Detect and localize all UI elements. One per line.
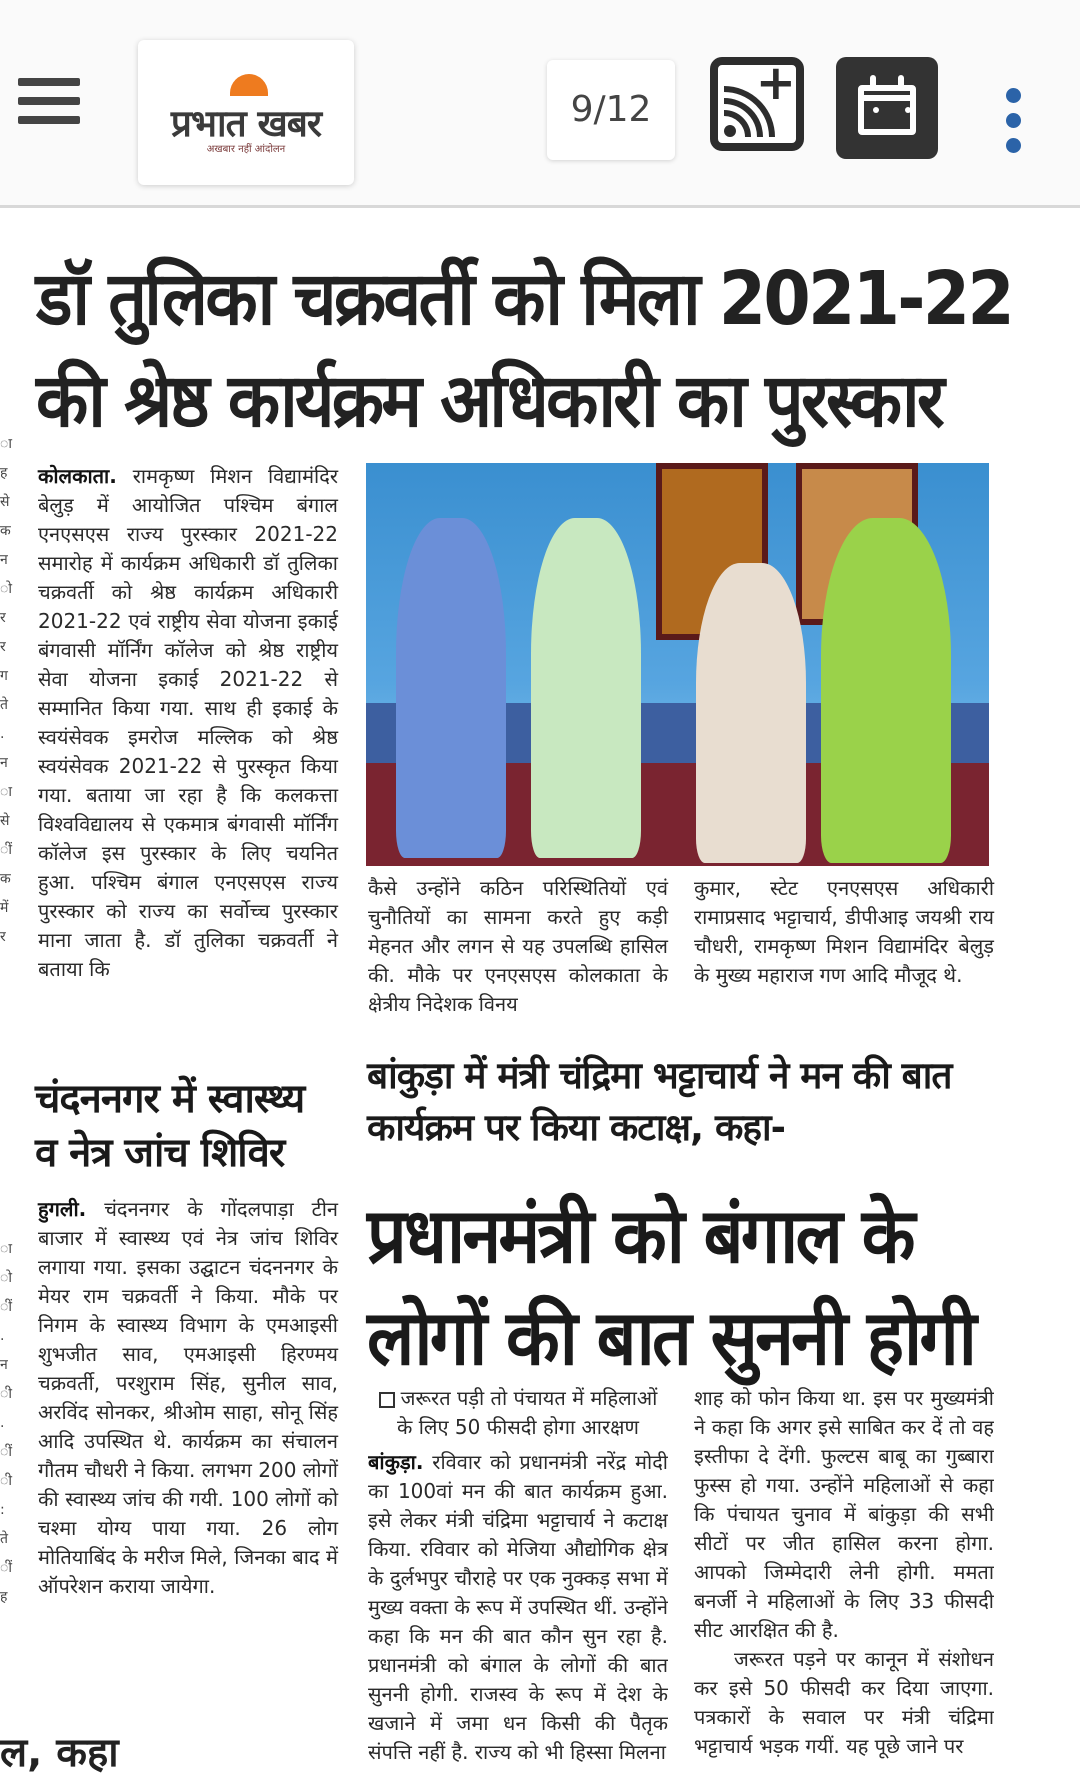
menu-icon[interactable]	[18, 78, 80, 130]
article1-column3: कुमार, स्टेट एनएसएस अधिकारी रामाप्रसाद भट्टाचार्य, डीपीआइ जयश्री राय चौधरी, रामकृष्ण मिशन विद्यामंदिर बेलुड़ के मुख्य महाराज गण आदि मौजूद थे.	[694, 876, 994, 987]
article3-column2	[694, 1384, 994, 1777]
rss-add-icon[interactable]: +	[710, 57, 804, 151]
article2-body-text: चंदननगर के गोंदलपाड़ा टीन बाजार में स्वास्थ्य एवं नेत्र जांच शिविर लगाया गया. इसका उद्घाटन चंदननगर के मेयर राम चक्रवर्ती ने किया. मौके पर निगम के स्वास्थ्य विभाग के एमआइसी शुभजीत साव, एमआइसी हिरण्मय चक्रवर्ती, परशुराम सिंह, सुनील साव, अरविंद सोनकर, श्रीओम साहा, सोनू सिंह आदि उपस्थित थे. कार्यक्रम का संचालन गौतम चौधरी ने किया. लगभग 200 लोगों की स्वास्थ्य जांच की गयी. 100 लोगों को चश्मा योग्य पाया गया. 26 लोग मोतियाबिंद के मरीज मिले, जिनका बाद में ऑपरेशन कराया जायेगा.	[38, 1197, 338, 1598]
more-vertical-icon[interactable]	[1003, 88, 1025, 168]
cropped-headline-fragment: ल, कहा	[0, 1730, 119, 1776]
article1-headline-line2: की श्रेष्ठ कार्यक्रम अधिकारी का पुरस्कार	[36, 358, 942, 444]
logo-tagline: अखबार नहीं आंदोलन	[206, 144, 286, 155]
article2-headline-line1: चंदननगर में स्वास्थ्य	[35, 1076, 305, 1122]
article3-headline-line1: प्रधानमंत्री को बंगाल के	[367, 1191, 913, 1280]
article3-col2-text: शाह को फोन किया था. इस पर मुख्यमंत्री ने कहा कि अगर इसे साबित कर दें तो वह इस्तीफा दे देंगी. फुल्टस बाबू का गुब्बारा फुस्स हो गया. उन्होंने महिलाओं से कहा कि पंचायत चुनाव में बांकुड़ा की सभी सीटों पर जीत हासिल करना होगा. आपको जिम्मेदारी लेनी होगी. ममता बनर्जी ने महिलाओं के लिए 33 फीसदी सीट आरक्षित की है.	[694, 1386, 994, 1642]
article2-headline	[35, 1072, 304, 1180]
person-1	[396, 518, 506, 858]
article2-dateline: हुगली.	[38, 1197, 87, 1221]
article3-col2b-text: जरूरत पड़ने पर कानून में संशोधन कर इसे 50 फीसदी कर दिया जाएगा. पत्रकारों के सवाल पर मंत्री चंद्रिमा भट्टाचार्य भड़क गयीं. यह पूछे जाने पर	[694, 1647, 994, 1758]
newspaper-logo[interactable]	[138, 40, 354, 185]
article3-headline-line2: लोगों की बात सुननी होगी	[367, 1293, 975, 1382]
article3-kicker-line1: बांकुड़ा में मंत्री चंद्रिमा भट्टाचार्य ने मन की बात	[367, 1054, 952, 1097]
article3-bullet-text: जरूरत पड़ी तो पंचायत में महिलाओं के लिए 50 फीसदी होगा आरक्षण	[397, 1386, 658, 1439]
logo-text: प्रभात खबर	[170, 102, 322, 145]
cropped-column-edge-2: ा ो ीं . न ी . ीं ी : ते ीं ह	[0, 1241, 12, 1605]
article3-dateline: बांकुड़ा.	[368, 1450, 424, 1474]
page-indicator[interactable]: 9/12	[547, 60, 675, 160]
app-toolbar	[0, 0, 1080, 208]
article3-bullet	[368, 1384, 668, 1442]
article1-dateline: कोलकाता.	[38, 464, 117, 488]
person-3	[696, 563, 806, 863]
cropped-column-edge: ा ह से क न ो र र ग ते . न ा से ीं क में र	[0, 436, 12, 945]
article2-headline-line2: व नेत्र जांच शिविर	[35, 1130, 285, 1176]
bullet-square-icon	[379, 1392, 395, 1408]
article3-kicker	[367, 1050, 1007, 1154]
article1-column2: कैसे उन्होंने कठिन परिस्थितियों एवं चुनौतियों का सामना करते हुए कड़ी मेहनत और लगन से यह उपलब्धि हासिल की. मौके पर एनएसएस कोलकाता के क्षेत्रीय निदेशक विनय	[368, 876, 668, 1016]
award-ceremony-photo	[366, 463, 989, 866]
article2-body	[38, 1195, 338, 1601]
logo-sun-icon	[230, 74, 268, 96]
person-4	[821, 518, 951, 863]
article3-kicker-line2: कार्यक्रम पर किया कटाक्ष, कहा-	[367, 1106, 785, 1149]
article1-column1	[38, 462, 338, 984]
article1-headline	[36, 248, 1012, 452]
article3-column1	[368, 1384, 668, 1777]
person-2	[531, 518, 641, 858]
article1-col1-text: रामकृष्ण मिशन विद्यामंदिर बेलुड़ में आयोजित पश्चिम बंगाल एनएसएस राज्य पुरस्कार 2021-22 समारोह में कार्यक्रम अधिकारी डॉ तुलिका चक्रवर्ती को श्रेष्ठ कार्यक्रम अधिकारी 2021-22 एवं राष्ट्रीय सेवा योजना इकाई बंगवासी मॉर्निंग कॉलेज को श्रेष्ठ राष्ट्रीय सेवा योजना इकाई 2021-22 से सम्मानित किया गया. साथ ही इकाई के स्वयंसेवक इमरोज मल्लिक को श्रेष्ठ स्वयंसेवक 2021-22 से पुरस्कृत किया गया. बताया जा रहा है कि कलकत्ता विश्वविद्यालय से एकमात्र बंगवासी मॉर्निंग कॉलेज इस पुरस्कार के लिए चयनित हुआ. पश्चिम बंगाल एनएसएस राज्य पुरस्कार को राज्य का सर्वोच्च पुरस्कार माना जाता है. डॉ तुलिका चक्रवर्ती ने बताया कि	[38, 464, 339, 981]
calendar-icon[interactable]	[836, 57, 938, 159]
article1-headline-line1: डॉ तुलिका चक्रवर्ती को मिला 2021-22	[36, 256, 1012, 342]
article3-headline	[367, 1185, 1011, 1389]
article3-col1-text: रविवार को प्रधानमंत्री नरेंद्र मोदी का 100वां मन की बात कार्यक्रम हुआ. इसे लेकर मंत्री चंद्रिमा भट्टाचार्य ने कटाक्ष किया. रविवार को मेजिया औद्योगिक क्षेत्र के दुर्लभपुर चौराहे पर एक नुक्कड़ सभा में मुख्य वक्ता के रूप में उपस्थित थीं. उन्होंने कहा कि मन की बात कौन सुन रहा है. प्रधानमंत्री को बंगाल के लोगों की बात सुननी होगी. राजस्व के रूप में देश के खजाने में जमा धन किसी की पैतृक संपत्ति नहीं है. राज्य को भी हिस्सा मिलना	[368, 1450, 668, 1764]
